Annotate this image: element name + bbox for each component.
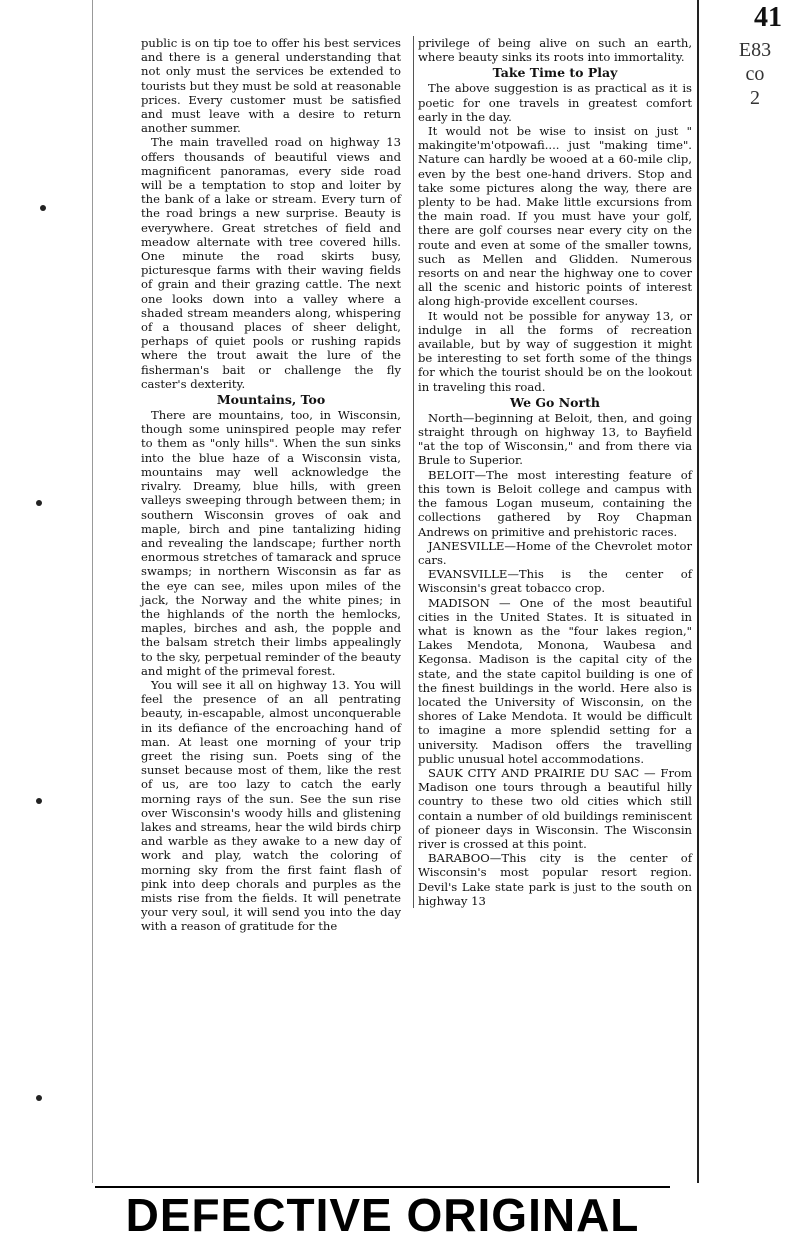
- binder-hole-dot: [36, 1095, 42, 1101]
- page-number: 41: [754, 2, 782, 33]
- defective-original-stamp: DEFECTIVE ORIGINAL: [95, 1186, 670, 1242]
- newspaper-clipping: [92, 0, 699, 1183]
- paragraph: public is on tip toe to offer his best services and there is a general understanding that not only must the services be extended to tourists but they must be sold at reasonable prices. Every customer must be satisfied and must leave with a desire to return another summer.: [141, 36, 401, 136]
- binder-hole-dot: [36, 500, 42, 506]
- binder-hole-dot: [40, 205, 46, 211]
- paragraph: SAUK CITY AND PRAIRIE DU SAC — From Madison one tours through a beautiful hilly country to these two old cities which still contain a number of old buildings reminiscent of pioneer days in Wisconsin. The Wisconsin river is crossed at this point.: [418, 765, 692, 851]
- handwritten-margin-note: [726, 38, 784, 110]
- paragraph: BARABOO—This city is the center of Wisconsin's most popular resort region. Devil's Lake state park is just to the south on highway 13: [418, 851, 692, 908]
- paragraph: privilege of being alive on such an earth, where beauty sinks its roots into immortality.: [418, 36, 692, 65]
- paragraph: You will see it all on highway 13. You will feel the presence of an all pentrating beauty, in-escapable, almost unconquerable in its defiance of the encroaching hand of man. At least one morning of your trip greet the rising sun. Poets sing of the sunset because most of them, like the rest of us, are too lazy to catch the early morning rays of the sun. See the sun rise over Wisconsin's woody hills and glistening lakes and streams, hear the wild birds chirp and warble as they awake to a new day of work and play, watch the coloring of morning sky from the first faint flash of pink into deep chorals and purples as the mists rise from the fields. It will penetrate your very soul, it will send you into the day with a reason of gratitude for the: [141, 677, 401, 934]
- paragraph: It would not be wise to insist on just " makingite'm'otpowafi.... just "making time". Nature can hardly be wooed at a 60-mile clip, even by the best one-hand drivers. Stop and take some pictures along the way, there are plenty to be had. Make little excursions from the main road. If you must have your golf, there are golf courses near every city on the route and even at some of the smaller towns, such as Mellen and Glidden. Numerous resorts on and near the highway one to cover all the scenic and historic points of interest along high-provide excellent courses.: [418, 124, 692, 309]
- section-heading: We Go North: [510, 394, 600, 410]
- margin-note-line: 2: [750, 87, 760, 109]
- margin-note-line: co: [745, 63, 765, 85]
- paragraph: North—beginning at Beloit, then, and going straight through on highway 13, to Bayfield "at the top of Wisconsin," and from there via Brule to Superior.: [418, 410, 692, 468]
- binder-hole-dot: [36, 798, 42, 804]
- section-heading: Take Time to Play: [492, 65, 618, 81]
- paragraph: EVANSVILLE—This is the center of Wisconsin's great tobacco crop.: [418, 567, 692, 596]
- paragraph: There are mountains, too, in Wisconsin, though some uninspired people may refer to them as "only hills". When the sun sinks into the blue haze of a Wisconsin vista, mountains may well acknowledge the rivalry. Dreamy, blue hills, with green valleys sweeping through between them; in southern Wisconsin groves of oak and maple, birch and pine tantalizing hiding and revealing the landscape; further north enormous stretches of tamarack and spruce swamps; in northern Wisconsin as far as the eye can see, miles upon miles of the jack, the Norway and the white pines; in the highlands of the north the hemlocks, maples, birches and ash, the popple and the balsam stretch their limbs appealingly to the sky, perpetual reminder of the beauty and might of the primeval forest.: [141, 408, 401, 678]
- paragraph: MADISON — One of the most beautiful cities in the United States. It is situated in what is known as the "four lakes region," Lakes Mendota, Monona, Waubesa and Kegonsa. Madison is the capital city of the state, and the state capitol building is one of the finest buildings in the world. Here also is located the University of Wisconsin, on the shores of Lake Mendota. It would be difficult to imagine a more splendid setting for a university. Madison offers the travelling public unusual hotel accommodations.: [418, 595, 692, 766]
- section-heading: Mountains, Too: [216, 392, 326, 408]
- right-column: [413, 36, 692, 908]
- left-column: [141, 36, 401, 934]
- paragraph: JANESVILLE—Home of the Chevrolet motor cars.: [418, 538, 692, 567]
- paragraph: The above suggestion is as practical as it is poetic for one travels in greatest comfort early in the day.: [418, 81, 692, 124]
- paragraph: The main travelled road on highway 13 offers thousands of beautiful views and magnificent panoramas, every side road will be a temptation to stop and loiter by the bank of a lake or stream. Every turn of the road brings a new surprise. Beauty is everywhere. Great stretches of field and meadow alternate with tree covered hills. One minute the road skirts busy, picturesque farms with their waving fields of grain and their grazing cattle. The next one looks down into a valley where a shaded stream meanders along, whispering of a thousand places of sheer delight, perhaps of quiet pools or rushing rapids where the trout await the lure of the fisherman's bait or challenge the fly caster's dexterity.: [141, 135, 401, 391]
- paragraph: BELOIT—The most interesting feature of this town is Beloit college and campus with the famous Logan museum, containing the collections gathered by Roy Chapman Andrews on primitive and prehistoric races.: [418, 467, 692, 539]
- paragraph: It would not be possible for anyway 13, or indulge in all the forms of recreation available, but by way of suggestion it might be interesting to set forth some of the things for which the tourist should be on the lookout in traveling this road.: [418, 308, 692, 394]
- margin-note-line: E83: [738, 39, 772, 61]
